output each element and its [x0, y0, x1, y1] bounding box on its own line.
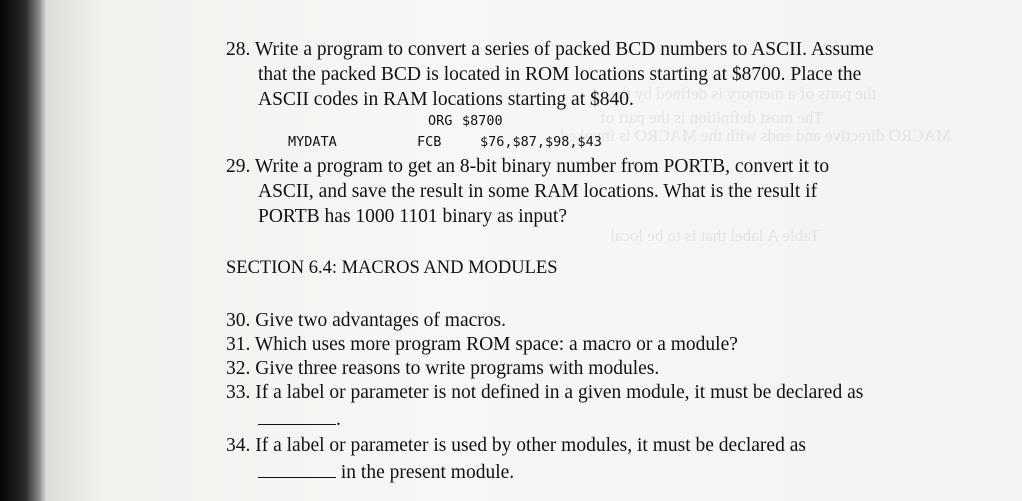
question-text-line: ASCII, and save the result in some RAM locations. What is the result if — [258, 181, 818, 202]
question-31 — [226, 333, 738, 357]
question-text: Give three reasons to write programs with modules. — [255, 358, 660, 379]
question-32 — [226, 357, 659, 381]
org-directive: ORG — [428, 113, 453, 129]
question-text-line: in the present module. — [340, 462, 515, 483]
org-value: $8700 — [462, 113, 503, 129]
fcb-values: $76,$87,$98,$43 — [480, 134, 602, 150]
question-number: 29. — [226, 156, 251, 177]
question-number: 32. — [226, 358, 251, 379]
question-number: 34. — [226, 435, 251, 456]
question-text: If a label or parameter is not defined in a given module, it must be declared as — [255, 382, 864, 403]
question-33-blank-line — [258, 406, 341, 432]
question-28 — [226, 38, 874, 62]
fcb-directive: FCB — [417, 134, 442, 150]
question-33 — [226, 381, 863, 405]
question-text: Which uses more program ROM space: a macro or a module? — [254, 334, 738, 355]
question-text-line: Write a program to convert a series of packed BCD numbers to ASCII. Assume — [254, 39, 874, 60]
question-text-line: that the packed BCD is located in ROM locations starting at $8700. Place the — [258, 64, 862, 85]
question-number: 31. — [226, 334, 251, 355]
question-30 — [226, 309, 506, 333]
question-text-line: If a label or parameter is used by other modules, it must be declared as — [255, 435, 806, 456]
data-label: MYDATA — [288, 134, 337, 150]
question-34-blank-line — [258, 459, 514, 485]
fill-in-blank — [258, 406, 336, 425]
question-number: 30. — [226, 310, 251, 331]
question-34 — [226, 434, 806, 458]
period: . — [336, 409, 341, 430]
question-29 — [226, 155, 829, 179]
book-spine-shadow — [0, 0, 46, 501]
fill-in-blank — [258, 459, 336, 478]
section-heading: SECTION 6.4: MACROS AND MODULES — [226, 258, 558, 278]
question-text-line: PORTB has 1000 1101 binary as input? — [258, 206, 568, 227]
question-number: 28. — [226, 39, 251, 60]
question-number: 33. — [226, 382, 251, 403]
question-text: Give two advantages of macros. — [255, 310, 506, 331]
question-text-line: ASCII codes in RAM locations starting at $840. — [258, 89, 634, 110]
question-text-line: Write a program to get an 8-bit binary number from PORTB, convert it to — [254, 156, 830, 177]
